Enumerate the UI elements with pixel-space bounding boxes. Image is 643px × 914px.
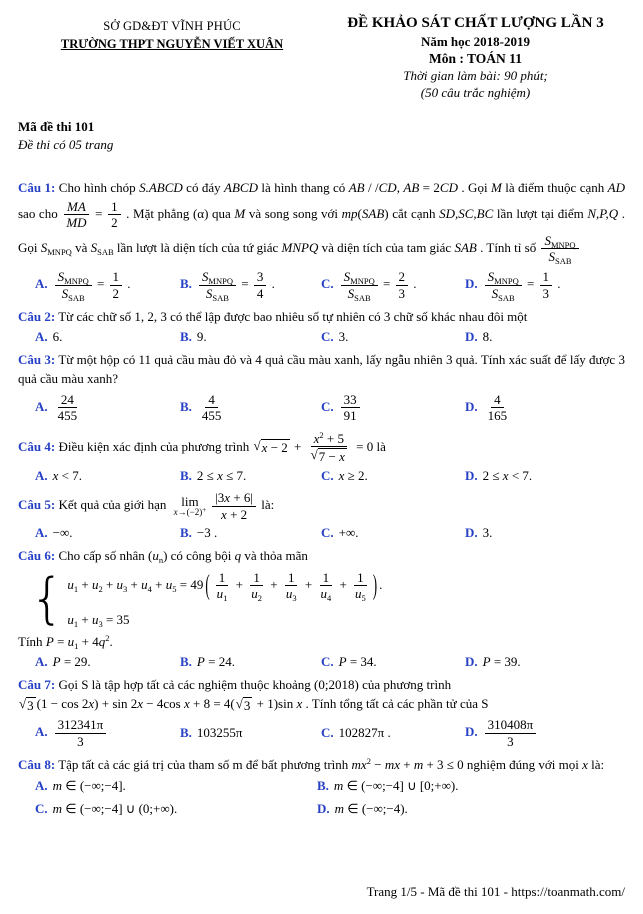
- question-stem: [18, 489, 625, 523]
- option-a: [35, 525, 180, 541]
- options-row: [18, 268, 625, 302]
- option-label: A.: [35, 653, 48, 669]
- option-body: 6.: [52, 328, 63, 344]
- fraction: $\frac{4}{165}$: [487, 391, 508, 424]
- option-d: [465, 654, 625, 670]
- option-b: [180, 468, 321, 484]
- option-label: B.: [180, 525, 192, 541]
- option-a: [35, 329, 180, 345]
- option-body: 2 ≤ x < 7.: [482, 468, 533, 484]
- option-c: [321, 468, 465, 484]
- fraction: $\frac{3}{4}$: [254, 269, 267, 301]
- question-label: Câu 6:: [18, 548, 56, 564]
- question-stem: [18, 675, 625, 714]
- fraction: $\frac{S_{MNPQ}}{S_{SAB}}$: [341, 269, 378, 301]
- fraction: $x^2 + 5$ √ 7 − x: [307, 431, 351, 465]
- school-name: TRƯỜNG THPT NGUYỄN VIẾT XUÂN: [60, 36, 284, 51]
- fraction: $\frac{S_{MNPQ}}{S_{SAB}}$: [485, 269, 522, 301]
- option-a: [35, 716, 180, 750]
- question-label: Câu 3:: [18, 351, 56, 367]
- option-label: A.: [35, 777, 48, 793]
- option-body: [483, 391, 513, 424]
- option-c: [321, 725, 465, 741]
- option-label: C.: [35, 800, 48, 816]
- option-label: C.: [321, 725, 334, 741]
- option-body: x ≥ 2.: [338, 468, 368, 484]
- option-body: 9.: [196, 328, 207, 344]
- option-label: C.: [321, 653, 334, 669]
- fraction: $\frac{|3x + 6|}{x + 2}$: [212, 490, 256, 522]
- option-body: m ∈ (−∞;−4).: [334, 800, 408, 816]
- option-label: B.: [180, 328, 192, 344]
- option-body: x < 7.: [52, 468, 83, 484]
- option-a: [35, 391, 180, 425]
- question-label: Câu 7:: [18, 676, 56, 692]
- option-label: C.: [321, 398, 334, 414]
- option-body: $\frac{S_{MNPQ}}{S_{SAB}}$ = $\frac{1}{3}$ .: [483, 276, 561, 291]
- option-body: m ∈ (−∞;−4].: [52, 777, 126, 793]
- square-root: √ 7 − x: [310, 446, 345, 464]
- question-label: Câu 1:: [18, 180, 56, 196]
- page-footer: Trang 1/5 - Mã đề thi 101 - https://toanmath.com/: [366, 884, 625, 899]
- option-body: $\frac{S_{MNPQ}}{S_{SAB}}$ = $\frac{3}{4}$ .: [197, 276, 275, 291]
- option-body: [53, 391, 83, 424]
- option-body: P = 24.: [196, 653, 235, 669]
- option-a: [35, 778, 317, 794]
- option-b: [317, 778, 625, 794]
- option-label: D.: [465, 276, 478, 292]
- question-stem: [18, 178, 625, 266]
- options-grid: [18, 778, 625, 817]
- option-body: [197, 391, 227, 424]
- question-stem: [18, 350, 625, 389]
- fraction: $\frac{1}{2}$: [108, 199, 121, 231]
- option-body: −∞.: [52, 525, 73, 541]
- option-c: [35, 801, 317, 817]
- option-body: −3 .: [196, 525, 218, 541]
- question-label: Câu 8:: [18, 757, 56, 773]
- question-text: Từ các chữ số 1, 2, 3 có thể lập được bao nhiêu số tự nhiên có 3 chữ số khác nhau đôi một: [58, 309, 528, 325]
- question-stem: [18, 307, 625, 327]
- option-body: P = 29.: [52, 653, 91, 669]
- option-label: B.: [317, 777, 329, 793]
- option-b: [180, 725, 321, 741]
- fraction: $\frac{1}{u_2}$: [251, 569, 263, 604]
- option-b: [180, 329, 321, 345]
- option-label: D.: [465, 398, 478, 414]
- question-text: Từ một hộp có 11 quả cầu màu đỏ và 4 quả cầu màu xanh, lấy ngẫu nhiên 3 quả. Tính xác suất để lấy được 3 quả cầu màu xanh?: [18, 351, 626, 387]
- question-text: Cho hình chóp S.ABCD có đáy ABCD là hình thang có AB / /CD, AB = 2CD . Gọi M là điểm thuộc cạnh AD sao cho $\frac{MA}{MD}$ = $\frac{1}{2}$ . Mặt phẳng (α) qua M và song song với mp(SAB) cắt cạnh SD,SC,BC lần lượt tại điểm N,P,Q . Gọi $S_{MNPQ}$ và $S_{SAB}$ lần lượt là diện tích của tứ giác MNPQ và diện tích của tam giác SAB . Tính tỉ số $\frac{S_{MNPQ}}{S_{SAB}}$: [18, 180, 626, 267]
- option-body: [339, 391, 362, 424]
- question-stem: [18, 546, 625, 652]
- fraction: $\frac{4}{455}$: [201, 391, 222, 424]
- question-text: Cho cấp số nhân $(u_n)$ có công bội q và thỏa mãn { $u_1 + u_2 + u_3 + u_4 + u_5 = 49$ ( $\frac{1}{u_1}$ + $\frac{1}{u_2}$ + $\frac{1}{u_3}$ + $\frac{1}{u_4}$ + $\frac{1}{u_5}$ ) . $u_1 + u_3 = 35$ Tính $P = u_1 + 4q^2$.: [18, 548, 383, 652]
- option-d: [465, 268, 625, 302]
- question-stem: [18, 755, 625, 775]
- fraction: $\frac{1}{u_5}$: [355, 569, 366, 604]
- option-label: D.: [465, 328, 478, 344]
- exam-header: [18, 14, 625, 102]
- option-d: [317, 801, 625, 817]
- exam-year: Năm học 2018-2019: [420, 33, 531, 49]
- question-3: [18, 350, 625, 425]
- question-text: Điều kiện xác định của phương trình √ x − 2 + $x^2 + 5$ √ 7 − x = 0 là: [58, 429, 386, 464]
- option-label: C.: [321, 328, 334, 344]
- option-body: m ∈ (−∞;−4] ∪ [0;+∞).: [333, 777, 459, 793]
- question-7: [18, 675, 625, 750]
- question-5: [18, 489, 625, 541]
- option-label: B.: [180, 398, 192, 414]
- exam-title: ĐỀ KHẢO SÁT CHẤT LƯỢNG LẦN 3: [347, 15, 604, 31]
- option-body: 103255π: [196, 725, 243, 741]
- options-row: [18, 525, 625, 541]
- fraction: $\frac{310408\pi}{3}$: [485, 717, 537, 749]
- option-d: [465, 329, 625, 345]
- exam-code-block: [18, 118, 625, 154]
- option-body: [483, 717, 539, 749]
- option-a: [35, 468, 180, 484]
- option-b: [180, 525, 321, 541]
- question-8: [18, 755, 625, 817]
- exam-format: (50 câu trắc nghiệm): [420, 84, 531, 100]
- option-d: [465, 716, 625, 750]
- option-label: C.: [321, 525, 334, 541]
- option-d: [465, 468, 625, 484]
- option-label: D.: [317, 800, 330, 816]
- option-body: 8.: [482, 328, 493, 344]
- option-body: 2 ≤ x ≤ 7.: [196, 468, 247, 484]
- option-d: [465, 391, 625, 425]
- fraction: $\frac{S_{MNPQ}}{S_{SAB}}$: [541, 233, 578, 265]
- question-text: Gọi S là tập hợp tất cả các nghiệm thuộc khoảng (0;2018) của phương trình √ 3 (1 − cos 2x) + sin 2x − 4cos x + 8 = 4( √ 3 + 1)sin x . Tính tổng tất cả các phần tử của S: [19, 676, 489, 713]
- option-b: [180, 268, 321, 302]
- option-label: D.: [465, 653, 478, 669]
- option-label: A.: [35, 398, 48, 414]
- option-body: $\frac{S_{MNPQ}}{S_{SAB}}$ = $\frac{1}{2}$ .: [53, 276, 131, 291]
- option-a: [35, 654, 180, 670]
- option-body: +∞.: [338, 525, 359, 541]
- square-root: √ 3: [235, 695, 251, 713]
- question-2: [18, 307, 625, 345]
- option-b: [180, 654, 321, 670]
- page-count-note: Đề thi có 05 trang: [18, 136, 114, 152]
- option-body: 102827π .: [338, 725, 391, 741]
- option-label: B.: [180, 468, 192, 484]
- question-6: [18, 546, 625, 670]
- option-body: P = 34.: [338, 653, 377, 669]
- fraction: $\frac{1}{u_3}$: [285, 569, 297, 604]
- option-c: [321, 525, 465, 541]
- question-label: Câu 4:: [18, 438, 56, 454]
- exam-subject: Môn : TOÁN 11: [429, 51, 522, 67]
- fraction: $\frac{1}{u_4}$: [320, 569, 332, 604]
- question-label: Câu 2:: [18, 309, 56, 325]
- fraction: $\frac{312341\pi}{3}$: [55, 717, 107, 749]
- exam-duration: Thời gian làm bài: 90 phút;: [403, 67, 548, 83]
- option-c: [321, 654, 465, 670]
- option-label: A.: [35, 525, 48, 541]
- option-body: m ∈ (−∞;−4] ∪ (0;+∞).: [52, 800, 178, 816]
- options-row: [18, 468, 625, 484]
- question-text: Kết quả của giới hạn lim x→(−2)+ $\frac{|3x + 6|}{x + 2}$ là:: [58, 490, 275, 522]
- option-c: [321, 268, 465, 302]
- tall-paren: (: [205, 567, 210, 601]
- option-label: B.: [180, 276, 192, 292]
- department-name: SỞ GD&ĐT VĨNH PHÚC: [103, 19, 241, 33]
- question-text: Tập tất cả các giá trị của tham số m để bất phương trình $mx^2$ − mx + m + 3 ≤ 0 nghiệm đúng với mọi x là:: [58, 756, 605, 773]
- option-body: P = 39.: [482, 653, 521, 669]
- question-1: [18, 178, 625, 302]
- header-school-block: [18, 14, 326, 53]
- option-d: [465, 525, 625, 541]
- fraction: $\frac{2}{3}$: [396, 269, 409, 301]
- limit: lim x→(−2)+: [173, 493, 207, 518]
- option-label: B.: [180, 653, 192, 669]
- fraction: $\frac{S_{MNPQ}}{S_{SAB}}$: [199, 269, 236, 301]
- system-of-equations: { $u_1 + u_2 + u_3 + u_4 + u_5 = 49$ ( $\frac{1}{u_1}$ + $\frac{1}{u_2}$ + $\frac{1}{u_3}$ + $\frac{1}{u_4}$ + $\frac{1}{u_5}$ ) . $u_1 + u_3 = 35$: [30, 569, 382, 630]
- tall-paren: ): [372, 567, 378, 601]
- question-stem: [18, 430, 625, 466]
- square-root: √ x − 2: [253, 438, 288, 456]
- header-exam-block: [326, 14, 625, 102]
- option-label: A.: [35, 724, 48, 740]
- fraction: $\frac{1}{2}$: [110, 269, 123, 301]
- exam-code: Mã đề thi 101: [18, 118, 95, 134]
- option-label: A.: [35, 328, 48, 344]
- option-label: A.: [35, 276, 48, 292]
- question-list: [18, 178, 625, 817]
- question-4: [18, 430, 625, 484]
- option-label: B.: [180, 725, 192, 741]
- fraction: $\frac{1}{u_1}$: [216, 569, 228, 604]
- option-label: A.: [35, 468, 48, 484]
- question-label: Câu 5:: [18, 497, 56, 513]
- option-body: [53, 717, 109, 749]
- options-row: [18, 329, 625, 345]
- option-label: D.: [465, 525, 478, 541]
- options-row: [18, 716, 625, 750]
- option-label: D.: [465, 724, 478, 740]
- option-a: [35, 268, 180, 302]
- fraction: $\frac{33}{91}$: [341, 392, 360, 424]
- option-body: 3.: [482, 525, 493, 541]
- option-body: 3.: [338, 328, 349, 344]
- fraction: $\frac{S_{MNPQ}}{S_{SAB}}$: [55, 269, 92, 301]
- square-root: √ 3: [19, 695, 34, 713]
- option-c: [321, 329, 465, 345]
- option-label: D.: [465, 468, 478, 484]
- option-c: [321, 391, 465, 425]
- options-row: [18, 654, 625, 670]
- fraction: $\frac{MA}{MD}$: [63, 199, 89, 231]
- fraction: $\frac{1}{3}$: [540, 269, 553, 301]
- option-label: C.: [321, 276, 334, 292]
- option-label: C.: [321, 468, 334, 484]
- options-row: [18, 391, 625, 425]
- fraction: $\frac{24}{455}$: [57, 391, 78, 424]
- option-b: [180, 391, 321, 425]
- option-body: $\frac{S_{MNPQ}}{S_{SAB}}$ = $\frac{2}{3}$ .: [339, 276, 417, 291]
